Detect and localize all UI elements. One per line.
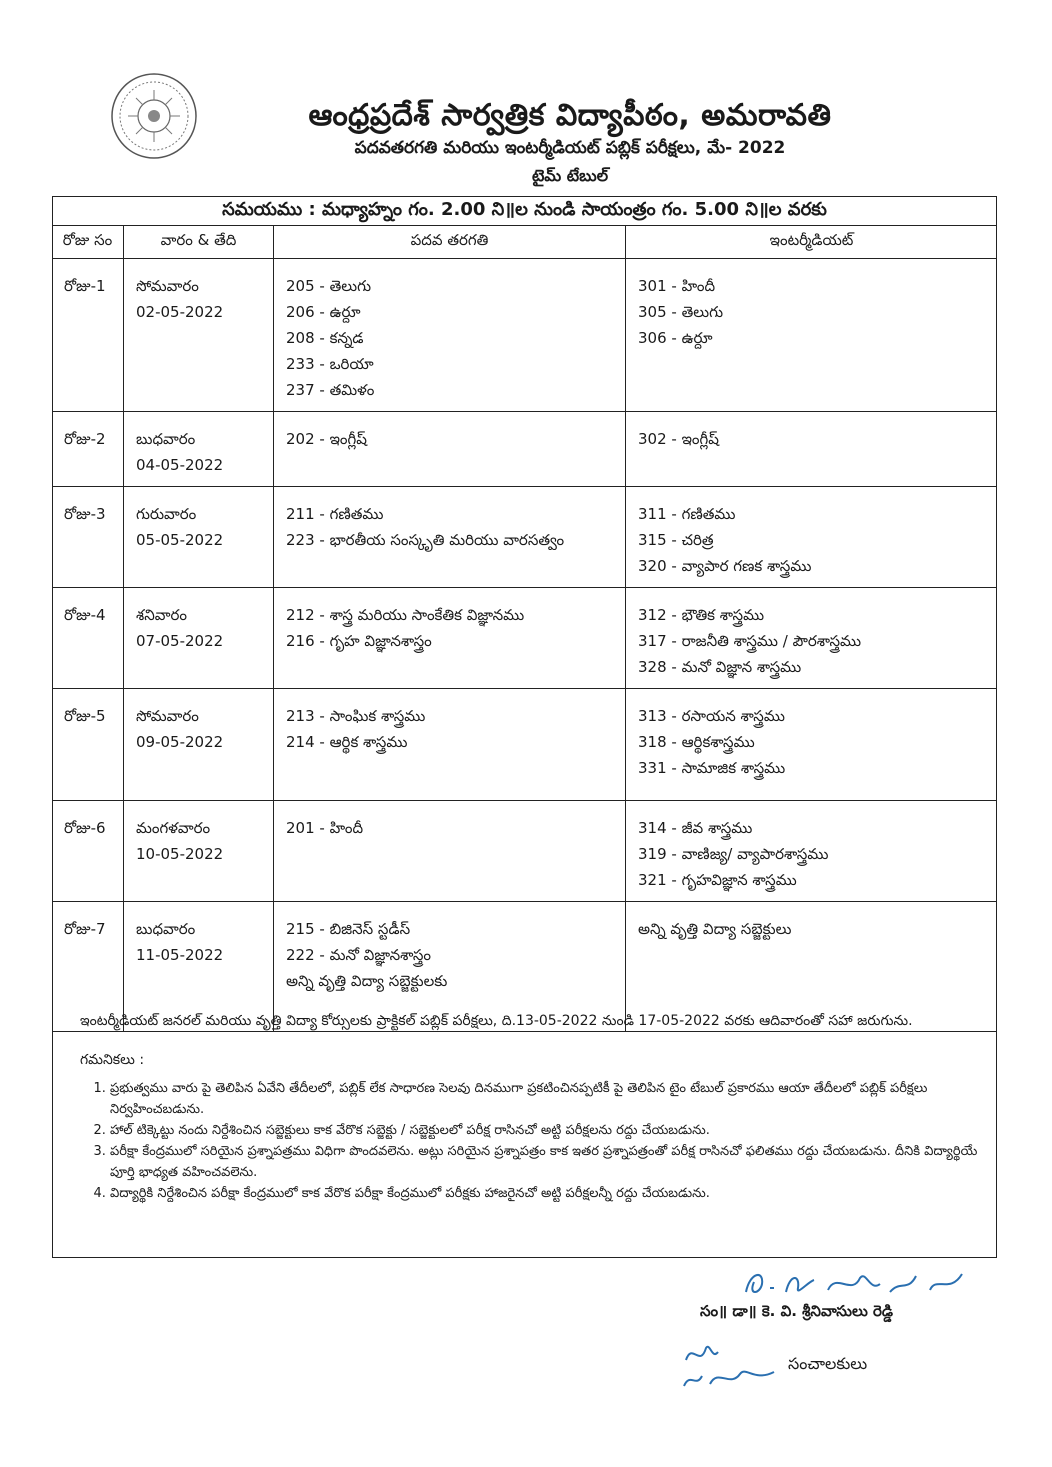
cell-ssc-subjects xyxy=(274,588,626,689)
subject-item: 315 - చరిత్ర xyxy=(638,531,714,549)
cell-inter-subjects xyxy=(626,487,997,588)
subject-item: 201 - హిందీ xyxy=(286,819,364,837)
subject-item: 331 - సామాజిక శాస్త్రము xyxy=(638,759,786,777)
subject-item: 222 - మనో విజ్ఞానశాస్త్రం xyxy=(286,946,432,964)
practical-exam-note: ఇంటర్మీడియట్ జనరల్ మరియు వృత్తి విద్యా కోర్సులకు ప్రాక్టికల్ పబ్లిక్ పరీక్షలు, ది.13-05-2022 నుండి 17-05-2022 వరకు ఆదివారంతో సహా జరుగును. xyxy=(80,1013,913,1029)
subject-item: 223 - భారతీయ సంస్కృతి మరియు వారసత్వం xyxy=(286,531,565,549)
signature-mark xyxy=(740,1262,980,1302)
timetable-heading: టైమ్ టేబుల్ xyxy=(531,166,609,185)
note-item: 1. ప్రభుత్వము వారు పై తెలిపిన ఏవేని తేదీలలో, పబ్లిక్ లేక సాధారణ సెలవు దినముగా ప్రకటించినప్పటికీ పై తెలిపిన టైం టేబుల్ ప్రకారము ఆయా తేదీలలో పబ్లిక్ పరీక్షలు నిర్వహించబడును. xyxy=(110,1078,990,1120)
subject-item: 208 - కన్నడ xyxy=(286,329,364,347)
signatory-designation: సంచాలకులు xyxy=(788,1354,868,1373)
weekday: మంగళవారం xyxy=(136,819,211,837)
table-row xyxy=(52,689,997,801)
exam-date: 11-05-2022 xyxy=(136,946,224,964)
weekday: సోమవారం xyxy=(136,277,199,295)
cell-day: రోజు-7 xyxy=(52,902,124,1032)
subject-item: 328 - మనో విజ్ఞాన శాస్త్రము xyxy=(638,658,802,676)
subject-item: 305 - తెలుగు xyxy=(638,303,724,321)
table-header-row xyxy=(52,226,997,259)
subject-item: 214 - ఆర్థిక శాస్త్రము xyxy=(286,733,408,751)
document-subtitle: పదవతరగతి మరియు ఇంటర్మీడియట్ పబ్లిక్ పరీక్షలు, మే- 2022 xyxy=(354,138,786,158)
subject-item: 233 - ఒరియా xyxy=(286,355,374,373)
subject-item: 237 - తమిళం xyxy=(286,381,375,399)
subject-item: 211 - గణితము xyxy=(286,505,384,523)
cell-ssc-subjects xyxy=(274,487,626,588)
cell-inter-subjects xyxy=(626,689,997,801)
note-item: 2. హాల్ టిక్కెట్టు నందు నిర్దేశించిన సబ్జెక్టులు కాక వేరొక సబ్జెక్టు / సబ్జెక్టులలో పరీక్ష రాసినచో అట్టి పరీక్షలను రద్దు చేయబడును. xyxy=(110,1120,990,1141)
cell-inter-subjects xyxy=(626,801,997,902)
initials-mark xyxy=(678,1338,788,1392)
table-row xyxy=(52,259,997,412)
subject-item: 313 - రసాయన శాస్త్రము xyxy=(638,707,785,725)
cell-inter-subjects xyxy=(626,412,997,487)
cell-day: రోజు-5 xyxy=(52,689,124,801)
subject-item: 306 - ఉర్దూ xyxy=(638,329,713,347)
exam-date: 07-05-2022 xyxy=(136,632,224,650)
subject-item: 205 - తెలుగు xyxy=(286,277,372,295)
cell-weekday-date xyxy=(124,412,274,487)
weekday: సోమవారం xyxy=(136,707,199,725)
subject-item: 317 - రాజనీతి శాస్త్రము / పౌరశాస్త్రము xyxy=(638,632,862,650)
subject-item: అన్ని వృత్తి విద్యా సబ్జెక్టులు xyxy=(638,920,792,938)
cell-weekday-date xyxy=(124,588,274,689)
cell-ssc-subjects xyxy=(274,259,626,412)
notes-list xyxy=(90,1078,990,1204)
document-title: ఆంధ్రప్రదేశ్ సార్వత్రిక విద్యాపీఠం, అమరావతి xyxy=(308,98,832,133)
subject-item: 301 - హిందీ xyxy=(638,277,716,295)
cell-inter-subjects xyxy=(626,588,997,689)
cell-day: రోజు-1 xyxy=(52,259,124,412)
subject-item: 318 - ఆర్థికశాస్త్రము xyxy=(638,733,755,751)
exam-timetable xyxy=(52,226,997,1032)
cell-day: రోజు-2 xyxy=(52,412,124,487)
subject-item: 213 - సాంఘిక శాస్త్రము xyxy=(286,707,426,725)
subject-item: 202 - ఇంగ్లీష్ xyxy=(286,430,367,448)
note-item: 4. విద్యార్థికి నిర్దేశించిన పరీక్షా కేంద్రములో కాక వేరొక పరీక్షా కేంద్రములో పరీక్షకు హాజరైనచో అట్టి పరీక్షలన్నీ రద్దు చేయబడును. xyxy=(110,1183,990,1204)
cell-day: రోజు-3 xyxy=(52,487,124,588)
table-row xyxy=(52,412,997,487)
col-header-ssc: పదవ తరగతి xyxy=(274,226,626,259)
subject-item: 215 - బిజినెస్ స్టడీస్ xyxy=(286,920,411,938)
subject-item: 320 - వ్యాపార గణక శాస్త్రము xyxy=(638,557,812,575)
col-header-day: రోజు సం xyxy=(52,226,124,259)
weekday: గురువారం xyxy=(136,505,197,523)
exam-date: 10-05-2022 xyxy=(136,845,224,863)
subject-item: 312 - భౌతిక శాస్త్రము xyxy=(638,606,765,624)
table-row xyxy=(52,487,997,588)
subject-item: 212 - శాస్త్ర మరియు సాంకేతిక విజ్ఞానము xyxy=(286,606,525,624)
subject-item: 216 - గృహ విజ్ఞానశాస్త్రం xyxy=(286,632,432,650)
cell-day: రోజు-4 xyxy=(52,588,124,689)
cell-weekday-date xyxy=(124,801,274,902)
cell-weekday-date xyxy=(124,259,274,412)
notes-heading: గమనికలు : xyxy=(80,1052,145,1068)
col-header-date: వారం & తేది xyxy=(124,226,274,259)
cell-weekday-date xyxy=(124,487,274,588)
subject-item: 302 - ఇంగ్లీష్ xyxy=(638,430,719,448)
note-item: 3. పరీక్షా కేంద్రములో సరియైన ప్రశ్నాపత్రము విధిగా పొందవలెను. అట్లు సరియైన ప్రశ్నాపత్రం కాక ఇతర ప్రశ్నాపత్రంతో పరీక్ష రాసినచో ఫలితము రద్దు చేయబడును. దీనికి విద్యార్థియే పూర్తి భాధ్యత వహించవలెను. xyxy=(110,1141,990,1183)
subject-item: అన్ని వృత్తి విద్యా సబ్జెక్టులకు xyxy=(286,972,448,990)
cell-ssc-subjects xyxy=(274,689,626,801)
subject-item: 206 - ఉర్దూ xyxy=(286,303,361,321)
table-row xyxy=(52,801,997,902)
weekday: బుధవారం xyxy=(136,430,196,448)
subject-item: 319 - వాణిజ్య/ వ్యాపారశాస్త్రము xyxy=(638,845,829,863)
institution-seal-icon xyxy=(110,72,198,160)
subject-item: 321 - గృహవిజ్ఞాన శాస్త్రము xyxy=(638,871,797,889)
cell-ssc-subjects xyxy=(274,412,626,487)
weekday: బుధవారం xyxy=(136,920,196,938)
col-header-inter: ఇంటర్మీడియట్ xyxy=(626,226,997,259)
exam-date: 09-05-2022 xyxy=(136,733,224,751)
cell-ssc-subjects xyxy=(274,801,626,902)
cell-inter-subjects xyxy=(626,259,997,412)
subject-item: 314 - జీవ శాస్త్రము xyxy=(638,819,753,837)
exam-timing: సమయము : మధ్యాహ్నం గం. 2.00 ని॥ల నుండి సాయంత్రం గం. 5.00 ని॥ల వరకు xyxy=(52,196,997,226)
subject-item: 311 - గణితము xyxy=(638,505,736,523)
signatory-name: సం॥ డా॥ కె. వి. శ్రీనివాసులు రెడ్డి xyxy=(700,1302,893,1320)
exam-date: 04-05-2022 xyxy=(136,456,224,474)
exam-date: 02-05-2022 xyxy=(136,303,224,321)
cell-weekday-date xyxy=(124,689,274,801)
weekday: శనివారం xyxy=(136,606,188,624)
exam-date: 05-05-2022 xyxy=(136,531,224,549)
table-row xyxy=(52,588,997,689)
cell-day: రోజు-6 xyxy=(52,801,124,902)
